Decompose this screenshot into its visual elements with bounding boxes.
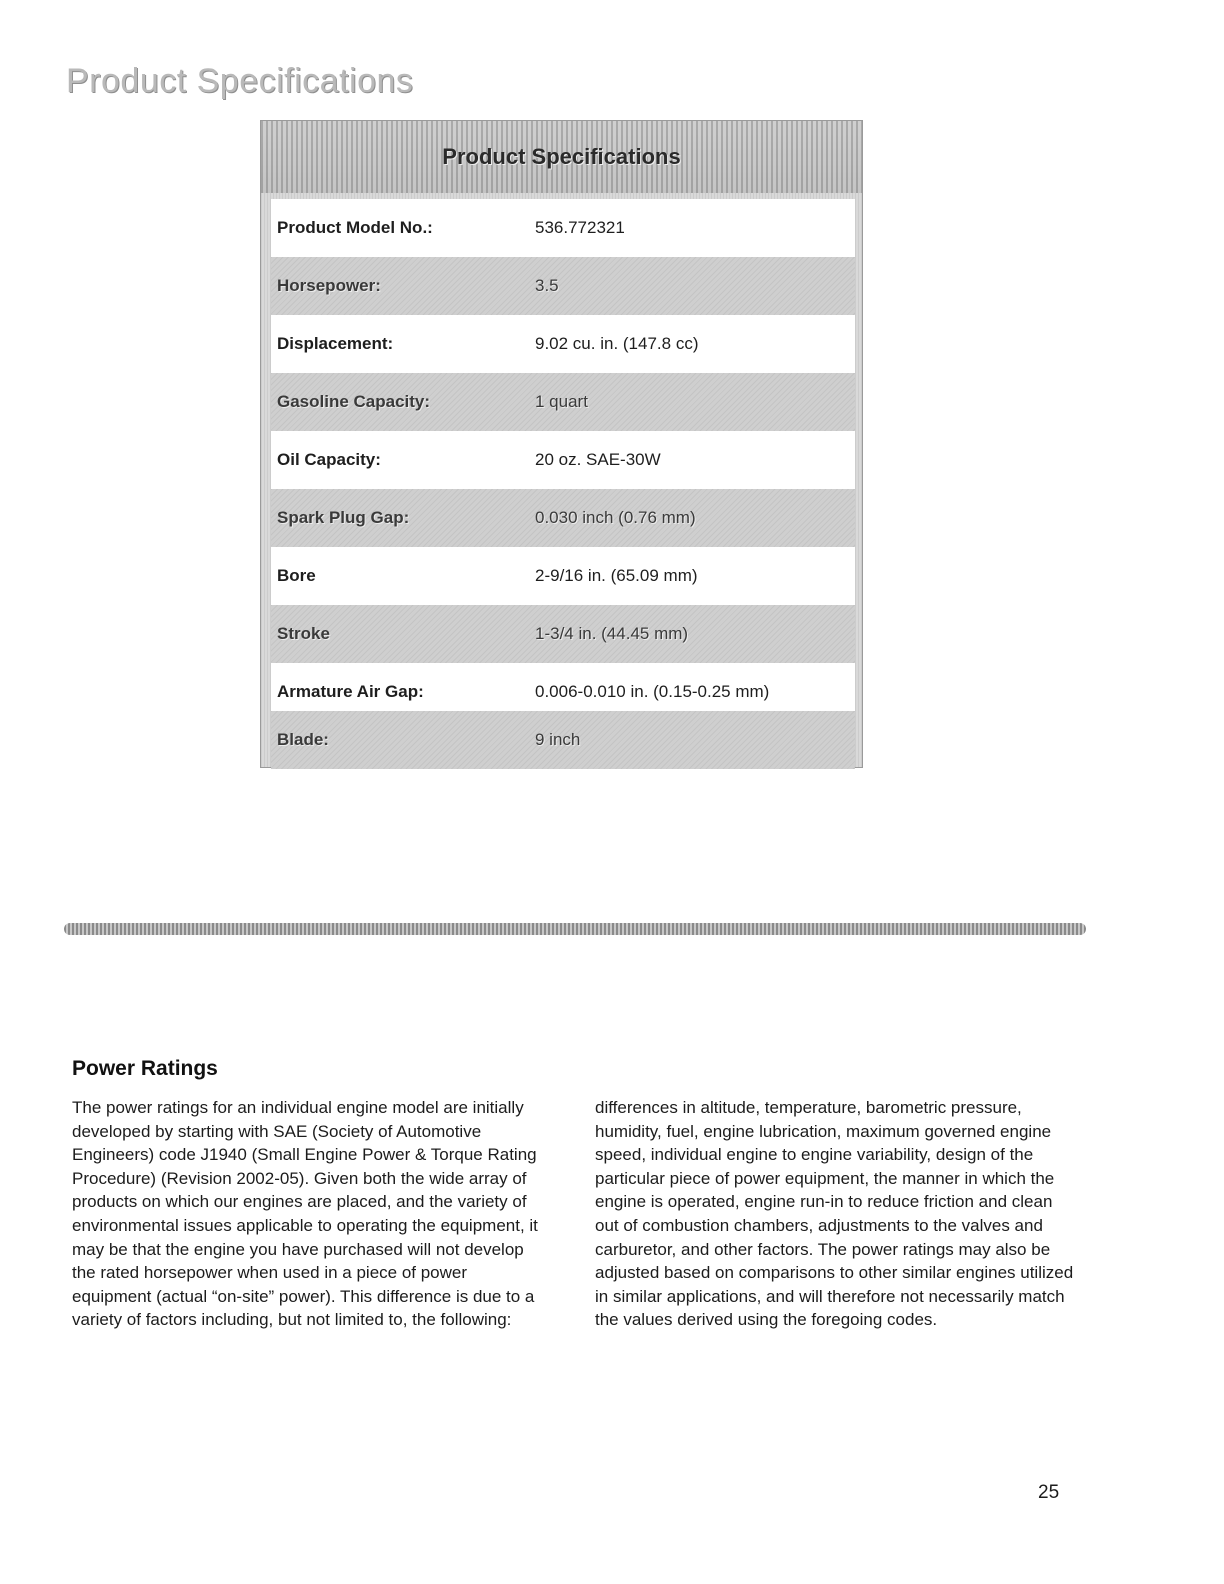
spec-row-gasoline-capacity [271, 373, 855, 431]
power-ratings-right-column: differences in altitude, temperature, barometric pressure, humidity, fuel, engine lubrication, maximum governed engine speed, individual engine to engine variability, design of the particular piece of power equipment, the manner in which the engine is operated, engine run-in to reduce friction and clean out of combustion chambers, adjustments to the valves and carburetor, and other factors. The power ratings may also be adjusted based on comparisons to other similar engines utilized in similar applications, and will therefore not necessarily match the values derived using the foregoing codes. [595, 1098, 1074, 1330]
spec-label: Horsepower: [277, 276, 381, 295]
page-number: 25 [1038, 1482, 1060, 1503]
spec-value: 1-3/4 in. (44.45 mm) [535, 624, 689, 643]
spec-value: 0.006-0.010 in. (0.15-0.25 mm) [535, 682, 770, 701]
spec-row-displacement [271, 315, 855, 373]
spec-label: Oil Capacity: [277, 450, 381, 469]
spec-value: 20 oz. SAE-30W [535, 450, 661, 469]
spec-row-spark-plug-gap [271, 489, 855, 547]
spec-value: 9.02 cu. in. (147.8 cc) [535, 334, 699, 353]
spec-label: Armature Air Gap: [277, 682, 424, 701]
spec-value: 1 quart [535, 392, 588, 411]
spec-value: 0.030 inch (0.76 mm) [535, 508, 696, 527]
power-ratings-heading: Power Ratings [72, 1057, 218, 1080]
spec-value: 2-9/16 in. (65.09 mm) [535, 566, 698, 585]
spec-table-header [261, 121, 862, 193]
spec-value: 9 inch [535, 730, 581, 749]
product-specifications-table [260, 120, 863, 768]
spec-label: Blade: [277, 730, 329, 749]
spec-label: Product Model No.: [277, 218, 433, 237]
page-title: Product Specifications [66, 62, 414, 100]
spec-label: Spark Plug Gap: [277, 508, 410, 527]
spec-row-bore [271, 547, 855, 605]
spec-row-oil-capacity [271, 431, 855, 489]
spec-table-title: Product Specifications [442, 144, 681, 169]
spec-row-blade [271, 711, 855, 769]
spec-label: Stroke [277, 624, 330, 643]
power-ratings-left-column: The power ratings for an individual engine model are initially developed by starting with SAE (Society of Automotive Engineers) code J1940 (Small Engine Power & Torque Rating Procedure) (Revision 2002-05). Given both the wide array of products on which our engines are placed, and the variety of environmental issues applicable to operating the equipment, it may be that the engine you have purchased will not develop the rated horsepower when used in a piece of power equipment (actual “on-site” power). This difference is due to a variety of factors including, but not limited to, the following: [72, 1098, 538, 1330]
section-divider [64, 923, 1086, 935]
spec-value: 536.772321 [535, 218, 625, 237]
spec-label: Bore [277, 566, 316, 585]
spec-row-stroke [271, 605, 855, 663]
spec-label: Displacement: [277, 334, 394, 353]
spec-label: Gasoline Capacity: [277, 392, 431, 411]
spec-row-model-number [271, 199, 855, 257]
spec-value: 3.5 [535, 276, 559, 295]
spec-row-horsepower [271, 257, 855, 315]
